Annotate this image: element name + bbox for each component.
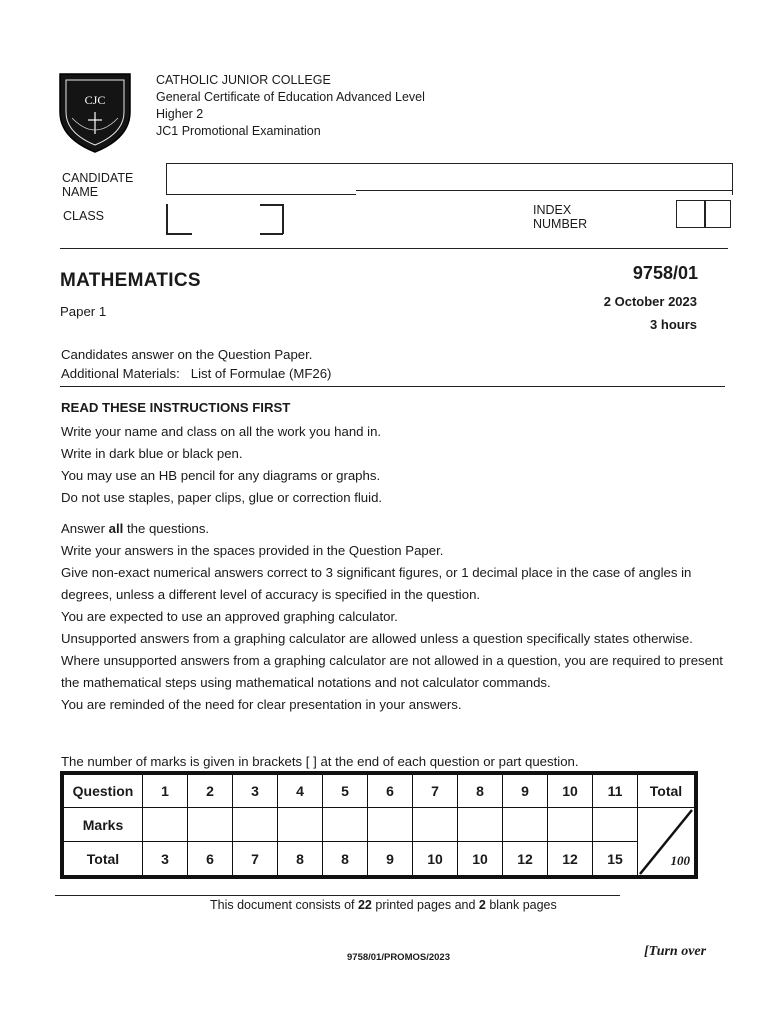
subject-title: MATHEMATICS — [60, 270, 201, 291]
header-block — [156, 72, 425, 140]
document-reference: 9758/01/PROMOS/2023 — [347, 952, 450, 963]
certificate-name: General Certificate of Education Advanced Level — [156, 90, 425, 104]
instruction-answer-all: Answer all the questions. — [61, 521, 210, 536]
marks-cell[interactable] — [458, 808, 503, 842]
question-cell: 8 — [458, 775, 503, 808]
turn-over: [Turn over — [644, 944, 707, 959]
exam-duration: 3 hours — [650, 317, 697, 332]
paper-number: Paper 1 — [60, 304, 107, 319]
instructions-group2 — [61, 518, 731, 716]
question-cell: 6 — [368, 775, 413, 808]
question-cell: 11 — [593, 775, 638, 808]
marks-table — [60, 771, 698, 879]
instruction-line: Where unsupported answers from a graphing calculator are not allowed in a question, you are required to present the mathematical steps using mathematical notations and not calculator commands. — [61, 653, 723, 690]
instruction-line: Give non-exact numerical answers correct to 3 significant figures, or 1 decimal place in the case of angles in degrees, unless a different level of accuracy is specified in the question. — [61, 565, 692, 602]
index-number-label: INDEX NUMBER — [533, 203, 588, 231]
instructions-group1 — [61, 421, 731, 509]
level: Higher 2 — [156, 107, 204, 121]
marks-cell[interactable] — [188, 808, 233, 842]
exam-name: JC1 Promotional Examination — [156, 124, 321, 138]
college-name: CATHOLIC JUNIOR COLLEGE — [156, 73, 331, 87]
instruction-line: Write your name and class on all the work you hand in. — [61, 424, 382, 439]
total-cell: 7 — [233, 842, 278, 876]
total-cell: 8 — [323, 842, 368, 876]
total-cell: 12 — [548, 842, 593, 876]
answer-note-block — [61, 345, 331, 383]
question-cell: 9 — [503, 775, 548, 808]
marks-cell[interactable] — [233, 808, 278, 842]
instruction-line: Write in dark blue or black pen. — [61, 446, 243, 461]
instruction-line: You may use an HB pencil for any diagrams or graphs. — [61, 468, 381, 483]
total-cell: 9 — [368, 842, 413, 876]
question-cell: 10 — [548, 775, 593, 808]
marks-cell[interactable] — [368, 808, 413, 842]
marks-cell[interactable] — [413, 808, 458, 842]
question-header: Question — [64, 775, 143, 808]
marks-cell[interactable] — [503, 808, 548, 842]
marks-cell[interactable] — [143, 808, 188, 842]
page-count-note: This document consists of 22 printed pages and 2 blank pages — [210, 898, 557, 912]
divider-top — [60, 248, 728, 249]
divider-footer — [55, 895, 620, 896]
paper-code: 9758/01 — [632, 263, 698, 283]
instruction-line: You are expected to use an approved graphing calculator. — [61, 609, 398, 624]
class-box[interactable] — [166, 204, 284, 234]
question-cell: 7 — [413, 775, 458, 808]
question-cell: 3 — [233, 775, 278, 808]
divider-materials — [60, 386, 725, 387]
total-cell: 10 — [458, 842, 503, 876]
marks-cell[interactable] — [548, 808, 593, 842]
answer-note: Candidates answer on the Question Paper. — [61, 347, 313, 362]
total-cell: 15 — [593, 842, 638, 876]
grand-total-value: 100 — [670, 853, 690, 868]
exam-date: 2 October 2023 — [603, 294, 697, 309]
logo-text: CJC — [84, 93, 106, 107]
college-crest-logo — [58, 72, 132, 154]
candidate-name-label: CANDIDATE NAME — [62, 171, 134, 199]
grand-total-cell[interactable] — [638, 808, 695, 876]
marks-cell[interactable] — [278, 808, 323, 842]
question-cell: 5 — [323, 775, 368, 808]
instructions-heading: READ THESE INSTRUCTIONS FIRST — [61, 400, 291, 415]
instruction-line: Do not use staples, paper clips, glue or correction fluid. — [61, 490, 383, 505]
marks-row-label: Marks — [64, 808, 143, 842]
question-cell: 4 — [278, 775, 323, 808]
marks-cell[interactable] — [593, 808, 638, 842]
marks-note: The number of marks is given in brackets [ ] at the end of each question or part question. — [61, 754, 579, 769]
total-header: Total — [638, 775, 695, 808]
instruction-line: Write your answers in the spaces provided in the Question Paper. — [61, 543, 444, 558]
index-number-box[interactable] — [676, 200, 731, 228]
total-cell: 10 — [413, 842, 458, 876]
name-box-underline-left — [166, 194, 356, 195]
instruction-line: You are reminded of the need for clear presentation in your answers. — [61, 697, 462, 712]
class-label: CLASS — [63, 209, 104, 223]
total-cell: 6 — [188, 842, 233, 876]
total-row-label: Total — [64, 842, 143, 876]
instruction-line: Unsupported answers from a graphing calculator are allowed unless a question specifically states otherwise. — [61, 631, 693, 646]
materials-line: Additional Materials: List of Formulae (MF26) — [61, 366, 332, 381]
total-cell: 12 — [503, 842, 548, 876]
question-cell: 2 — [188, 775, 233, 808]
total-cell: 3 — [143, 842, 188, 876]
name-box-underline-right — [356, 190, 733, 191]
total-cell: 8 — [278, 842, 323, 876]
question-cell: 1 — [143, 775, 188, 808]
marks-cell[interactable] — [323, 808, 368, 842]
